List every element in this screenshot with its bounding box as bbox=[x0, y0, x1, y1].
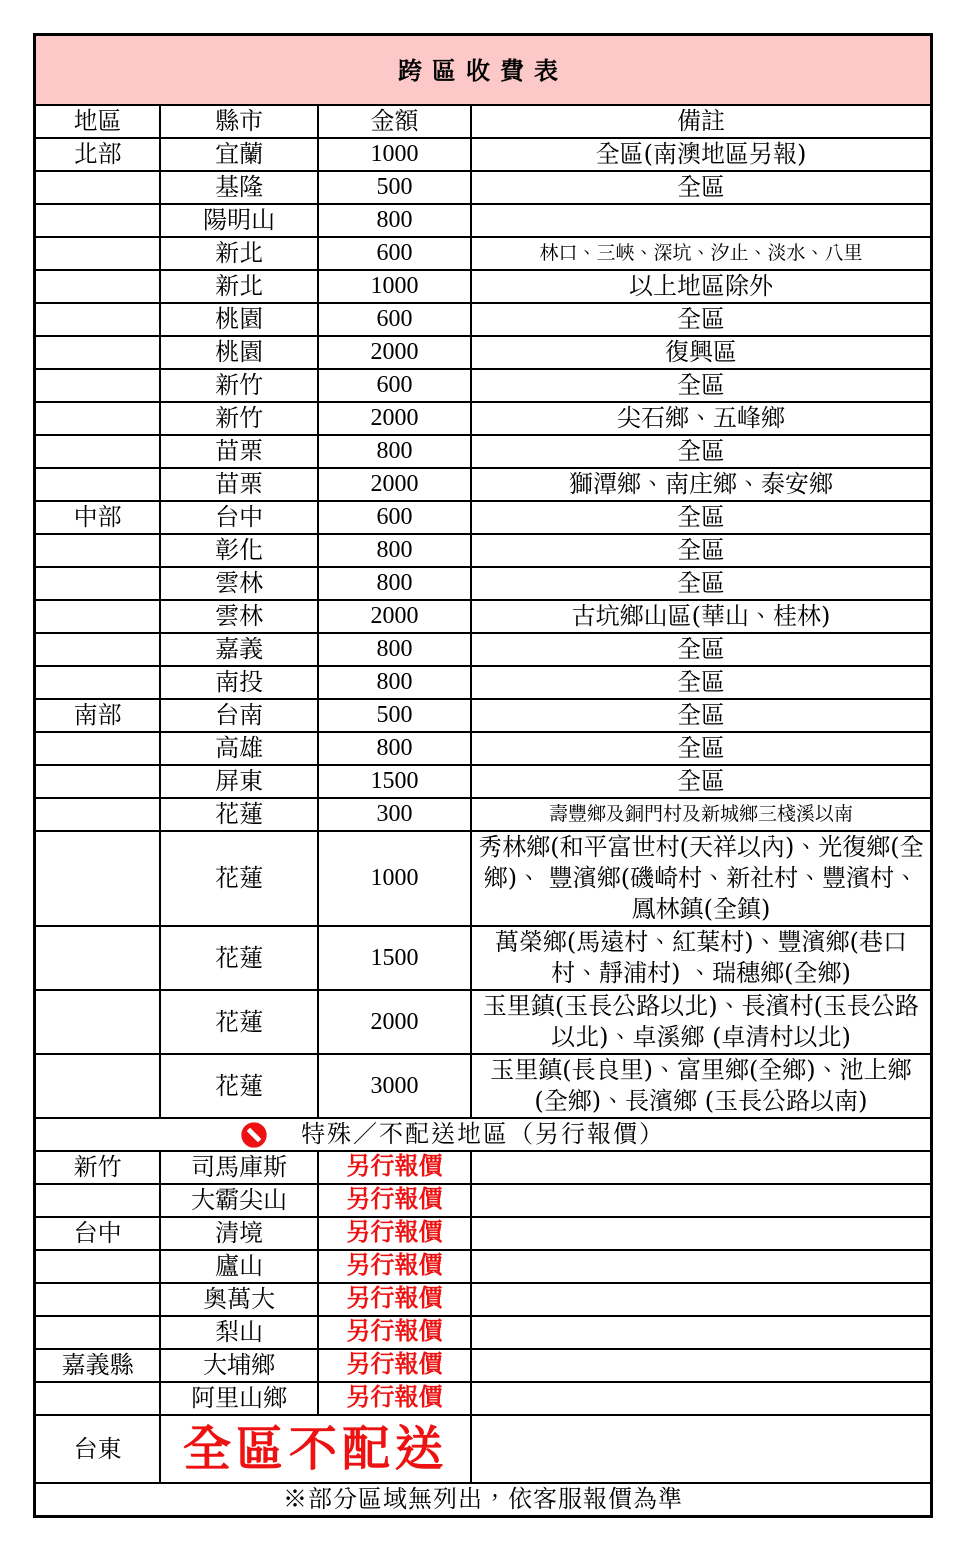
note-cell: 全區 bbox=[471, 633, 932, 666]
city-cell: 梨山 bbox=[160, 1316, 318, 1349]
region-cell: 南部 bbox=[35, 699, 161, 732]
table-row bbox=[35, 567, 932, 600]
special-banner-row bbox=[35, 1118, 932, 1151]
fee-rows-section bbox=[35, 138, 932, 1118]
table-row bbox=[35, 798, 932, 831]
note-cell: 秀林鄉(和平富世村(天祥以內)、光復鄉(全鄉)、 豐濱鄉(磯崎村、新社村、豐濱村、鳳林鎮(全鎮) bbox=[471, 831, 932, 926]
footer-row bbox=[35, 1483, 932, 1517]
note-cell: 古坑鄉山區(華山、桂林) bbox=[471, 600, 932, 633]
title-section bbox=[35, 35, 932, 139]
amount-cell: 另行報價 bbox=[318, 1349, 471, 1382]
city-cell: 高雄 bbox=[160, 732, 318, 765]
special-row bbox=[35, 1349, 932, 1382]
city-cell: 新北 bbox=[160, 270, 318, 303]
table-row bbox=[35, 303, 932, 336]
city-cell: 花蓮 bbox=[160, 990, 318, 1054]
note-cell bbox=[471, 1184, 932, 1217]
special-banner-cell bbox=[35, 1118, 932, 1151]
special-banner-label: 特殊／不配送地區（另行報價） bbox=[301, 1120, 665, 1148]
special-row bbox=[35, 1250, 932, 1283]
region-cell bbox=[35, 600, 161, 633]
region-cell bbox=[35, 369, 161, 402]
note-cell: 全區 bbox=[471, 666, 932, 699]
note-cell bbox=[471, 1283, 932, 1316]
city-cell: 宜蘭 bbox=[160, 138, 318, 171]
amount-cell: 600 bbox=[318, 369, 471, 402]
amount-cell: 3000 bbox=[318, 1054, 471, 1118]
table-row bbox=[35, 171, 932, 204]
region-cell bbox=[35, 270, 161, 303]
city-cell: 司馬庫斯 bbox=[160, 1151, 318, 1184]
table-row bbox=[35, 237, 932, 270]
city-cell: 陽明山 bbox=[160, 204, 318, 237]
title-row bbox=[35, 35, 932, 106]
region-cell bbox=[35, 237, 161, 270]
table-row bbox=[35, 633, 932, 666]
city-cell: 大霸尖山 bbox=[160, 1184, 318, 1217]
region-cell bbox=[35, 1283, 161, 1316]
amount-cell: 另行報價 bbox=[318, 1316, 471, 1349]
note-cell bbox=[471, 1382, 932, 1415]
no-entry-icon bbox=[241, 1122, 267, 1148]
region-cell: 台東 bbox=[35, 1415, 161, 1483]
region-cell: 新竹 bbox=[35, 1151, 161, 1184]
no-delivery-label: 全區不配送 bbox=[183, 1421, 449, 1477]
city-cell: 雲林 bbox=[160, 600, 318, 633]
amount-cell: 800 bbox=[318, 666, 471, 699]
column-header: 縣市 bbox=[160, 105, 318, 138]
city-cell: 基隆 bbox=[160, 171, 318, 204]
amount-cell: 300 bbox=[318, 798, 471, 831]
note-cell: 全區 bbox=[471, 567, 932, 600]
region-cell bbox=[35, 633, 161, 666]
amount-cell: 2000 bbox=[318, 468, 471, 501]
city-cell: 奧萬大 bbox=[160, 1283, 318, 1316]
note-cell: 萬榮鄉(馬遠村、紅葉村)、豐濱鄉(巷口村、靜浦村) 、瑞穗鄉(全鄉) bbox=[471, 926, 932, 990]
amount-cell: 800 bbox=[318, 435, 471, 468]
city-cell: 苗栗 bbox=[160, 468, 318, 501]
note-cell: 復興區 bbox=[471, 336, 932, 369]
note-cell: 尖石鄉、五峰鄉 bbox=[471, 402, 932, 435]
amount-cell: 另行報價 bbox=[318, 1151, 471, 1184]
table-row bbox=[35, 402, 932, 435]
city-cell: 廬山 bbox=[160, 1250, 318, 1283]
region-cell bbox=[35, 732, 161, 765]
column-header: 地區 bbox=[35, 105, 161, 138]
cross-region-fee-table bbox=[33, 33, 933, 1518]
header-row bbox=[35, 105, 932, 138]
amount-cell: 另行報價 bbox=[318, 1382, 471, 1415]
amount-cell: 另行報價 bbox=[318, 1250, 471, 1283]
amount-cell: 800 bbox=[318, 732, 471, 765]
table-row bbox=[35, 732, 932, 765]
city-cell: 花蓮 bbox=[160, 926, 318, 990]
table-row bbox=[35, 765, 932, 798]
city-cell: 花蓮 bbox=[160, 831, 318, 926]
region-cell: 中部 bbox=[35, 501, 161, 534]
city-cell: 桃園 bbox=[160, 303, 318, 336]
city-cell: 清境 bbox=[160, 1217, 318, 1250]
city-cell: 彰化 bbox=[160, 534, 318, 567]
amount-cell: 2000 bbox=[318, 990, 471, 1054]
note-cell: 全區 bbox=[471, 765, 932, 798]
city-cell: 桃園 bbox=[160, 336, 318, 369]
amount-cell: 1000 bbox=[318, 270, 471, 303]
region-cell bbox=[35, 765, 161, 798]
region-cell bbox=[35, 303, 161, 336]
region-cell bbox=[35, 666, 161, 699]
table-row bbox=[35, 204, 932, 237]
special-row bbox=[35, 1217, 932, 1250]
region-cell bbox=[35, 990, 161, 1054]
column-header: 金額 bbox=[318, 105, 471, 138]
city-cell: 南投 bbox=[160, 666, 318, 699]
city-cell: 花蓮 bbox=[160, 1054, 318, 1118]
note-cell: 全區 bbox=[471, 303, 932, 336]
region-cell bbox=[35, 831, 161, 926]
region-cell bbox=[35, 1382, 161, 1415]
note-cell: 全區(南澳地區另報) bbox=[471, 138, 932, 171]
note-cell bbox=[471, 1316, 932, 1349]
city-cell: 新北 bbox=[160, 237, 318, 270]
region-cell bbox=[35, 171, 161, 204]
page-title: 跨區收費表 bbox=[35, 35, 932, 106]
note-cell: 全區 bbox=[471, 501, 932, 534]
city-cell: 阿里山鄉 bbox=[160, 1382, 318, 1415]
city-cell: 花蓮 bbox=[160, 798, 318, 831]
taitung-row bbox=[35, 1415, 932, 1483]
city-cell: 屏東 bbox=[160, 765, 318, 798]
special-row bbox=[35, 1184, 932, 1217]
city-cell: 嘉義 bbox=[160, 633, 318, 666]
city-cell: 台中 bbox=[160, 501, 318, 534]
note-cell bbox=[471, 1415, 932, 1483]
region-cell bbox=[35, 1184, 161, 1217]
note-cell: 玉里鎮(玉長公路以北)、長濱村(玉長公路以北)、卓溪鄉 (卓清村以北) bbox=[471, 990, 932, 1054]
table-row bbox=[35, 990, 932, 1054]
table-row bbox=[35, 666, 932, 699]
note-cell: 全區 bbox=[471, 699, 932, 732]
region-cell bbox=[35, 798, 161, 831]
note-cell bbox=[471, 204, 932, 237]
table-row bbox=[35, 138, 932, 171]
table-row bbox=[35, 534, 932, 567]
note-cell bbox=[471, 1151, 932, 1184]
table-row bbox=[35, 699, 932, 732]
no-delivery-cell bbox=[160, 1415, 471, 1483]
table-row bbox=[35, 600, 932, 633]
region-cell bbox=[35, 204, 161, 237]
table-row bbox=[35, 831, 932, 926]
city-cell: 新竹 bbox=[160, 369, 318, 402]
amount-cell: 1500 bbox=[318, 926, 471, 990]
special-section bbox=[35, 1118, 932, 1483]
amount-cell: 另行報價 bbox=[318, 1283, 471, 1316]
amount-cell: 2000 bbox=[318, 336, 471, 369]
amount-cell: 另行報價 bbox=[318, 1217, 471, 1250]
column-header: 備註 bbox=[471, 105, 932, 138]
footer-note: ※部分區域無列出，依客服報價為準 bbox=[35, 1483, 932, 1517]
amount-cell: 1500 bbox=[318, 765, 471, 798]
amount-cell: 800 bbox=[318, 204, 471, 237]
city-cell: 新竹 bbox=[160, 402, 318, 435]
amount-cell: 800 bbox=[318, 567, 471, 600]
note-cell: 以上地區除外 bbox=[471, 270, 932, 303]
note-cell: 全區 bbox=[471, 435, 932, 468]
amount-cell: 2000 bbox=[318, 600, 471, 633]
table-row bbox=[35, 435, 932, 468]
region-cell bbox=[35, 534, 161, 567]
city-cell: 苗栗 bbox=[160, 435, 318, 468]
region-cell bbox=[35, 435, 161, 468]
note-cell: 壽豐鄉及銅門村及新城鄉三棧溪以南 bbox=[471, 798, 932, 831]
note-cell: 全區 bbox=[471, 732, 932, 765]
amount-cell: 1000 bbox=[318, 831, 471, 926]
amount-cell: 2000 bbox=[318, 402, 471, 435]
city-cell: 雲林 bbox=[160, 567, 318, 600]
note-cell: 全區 bbox=[471, 171, 932, 204]
region-cell bbox=[35, 1316, 161, 1349]
region-cell bbox=[35, 926, 161, 990]
note-cell: 玉里鎮(長良里)、富里鄉(全鄉)、池上鄉(全鄉)、長濱鄉 (玉長公路以南) bbox=[471, 1054, 932, 1118]
note-cell: 全區 bbox=[471, 534, 932, 567]
table-row bbox=[35, 501, 932, 534]
region-cell: 台中 bbox=[35, 1217, 161, 1250]
region-cell bbox=[35, 1250, 161, 1283]
amount-cell: 600 bbox=[318, 501, 471, 534]
city-cell: 台南 bbox=[160, 699, 318, 732]
note-cell: 林口、三峽、深坑、汐止、淡水、八里 bbox=[471, 237, 932, 270]
region-cell bbox=[35, 1054, 161, 1118]
region-cell bbox=[35, 468, 161, 501]
special-row bbox=[35, 1316, 932, 1349]
region-cell bbox=[35, 402, 161, 435]
special-row bbox=[35, 1151, 932, 1184]
amount-cell: 1000 bbox=[318, 138, 471, 171]
amount-cell: 500 bbox=[318, 171, 471, 204]
special-row bbox=[35, 1382, 932, 1415]
note-cell: 全區 bbox=[471, 369, 932, 402]
table-row bbox=[35, 468, 932, 501]
amount-cell: 500 bbox=[318, 699, 471, 732]
amount-cell: 800 bbox=[318, 534, 471, 567]
footer-section bbox=[35, 1483, 932, 1517]
note-cell bbox=[471, 1349, 932, 1382]
note-cell bbox=[471, 1250, 932, 1283]
region-cell bbox=[35, 567, 161, 600]
table-row bbox=[35, 369, 932, 402]
note-cell bbox=[471, 1217, 932, 1250]
amount-cell: 800 bbox=[318, 633, 471, 666]
note-cell: 獅潭鄉、南庄鄉、泰安鄉 bbox=[471, 468, 932, 501]
table-row bbox=[35, 1054, 932, 1118]
amount-cell: 600 bbox=[318, 303, 471, 336]
table-row bbox=[35, 270, 932, 303]
table-row bbox=[35, 336, 932, 369]
region-cell: 嘉義縣 bbox=[35, 1349, 161, 1382]
table-row bbox=[35, 926, 932, 990]
city-cell: 大埔鄉 bbox=[160, 1349, 318, 1382]
amount-cell: 600 bbox=[318, 237, 471, 270]
region-cell: 北部 bbox=[35, 138, 161, 171]
special-row bbox=[35, 1283, 932, 1316]
amount-cell: 另行報價 bbox=[318, 1184, 471, 1217]
region-cell bbox=[35, 336, 161, 369]
